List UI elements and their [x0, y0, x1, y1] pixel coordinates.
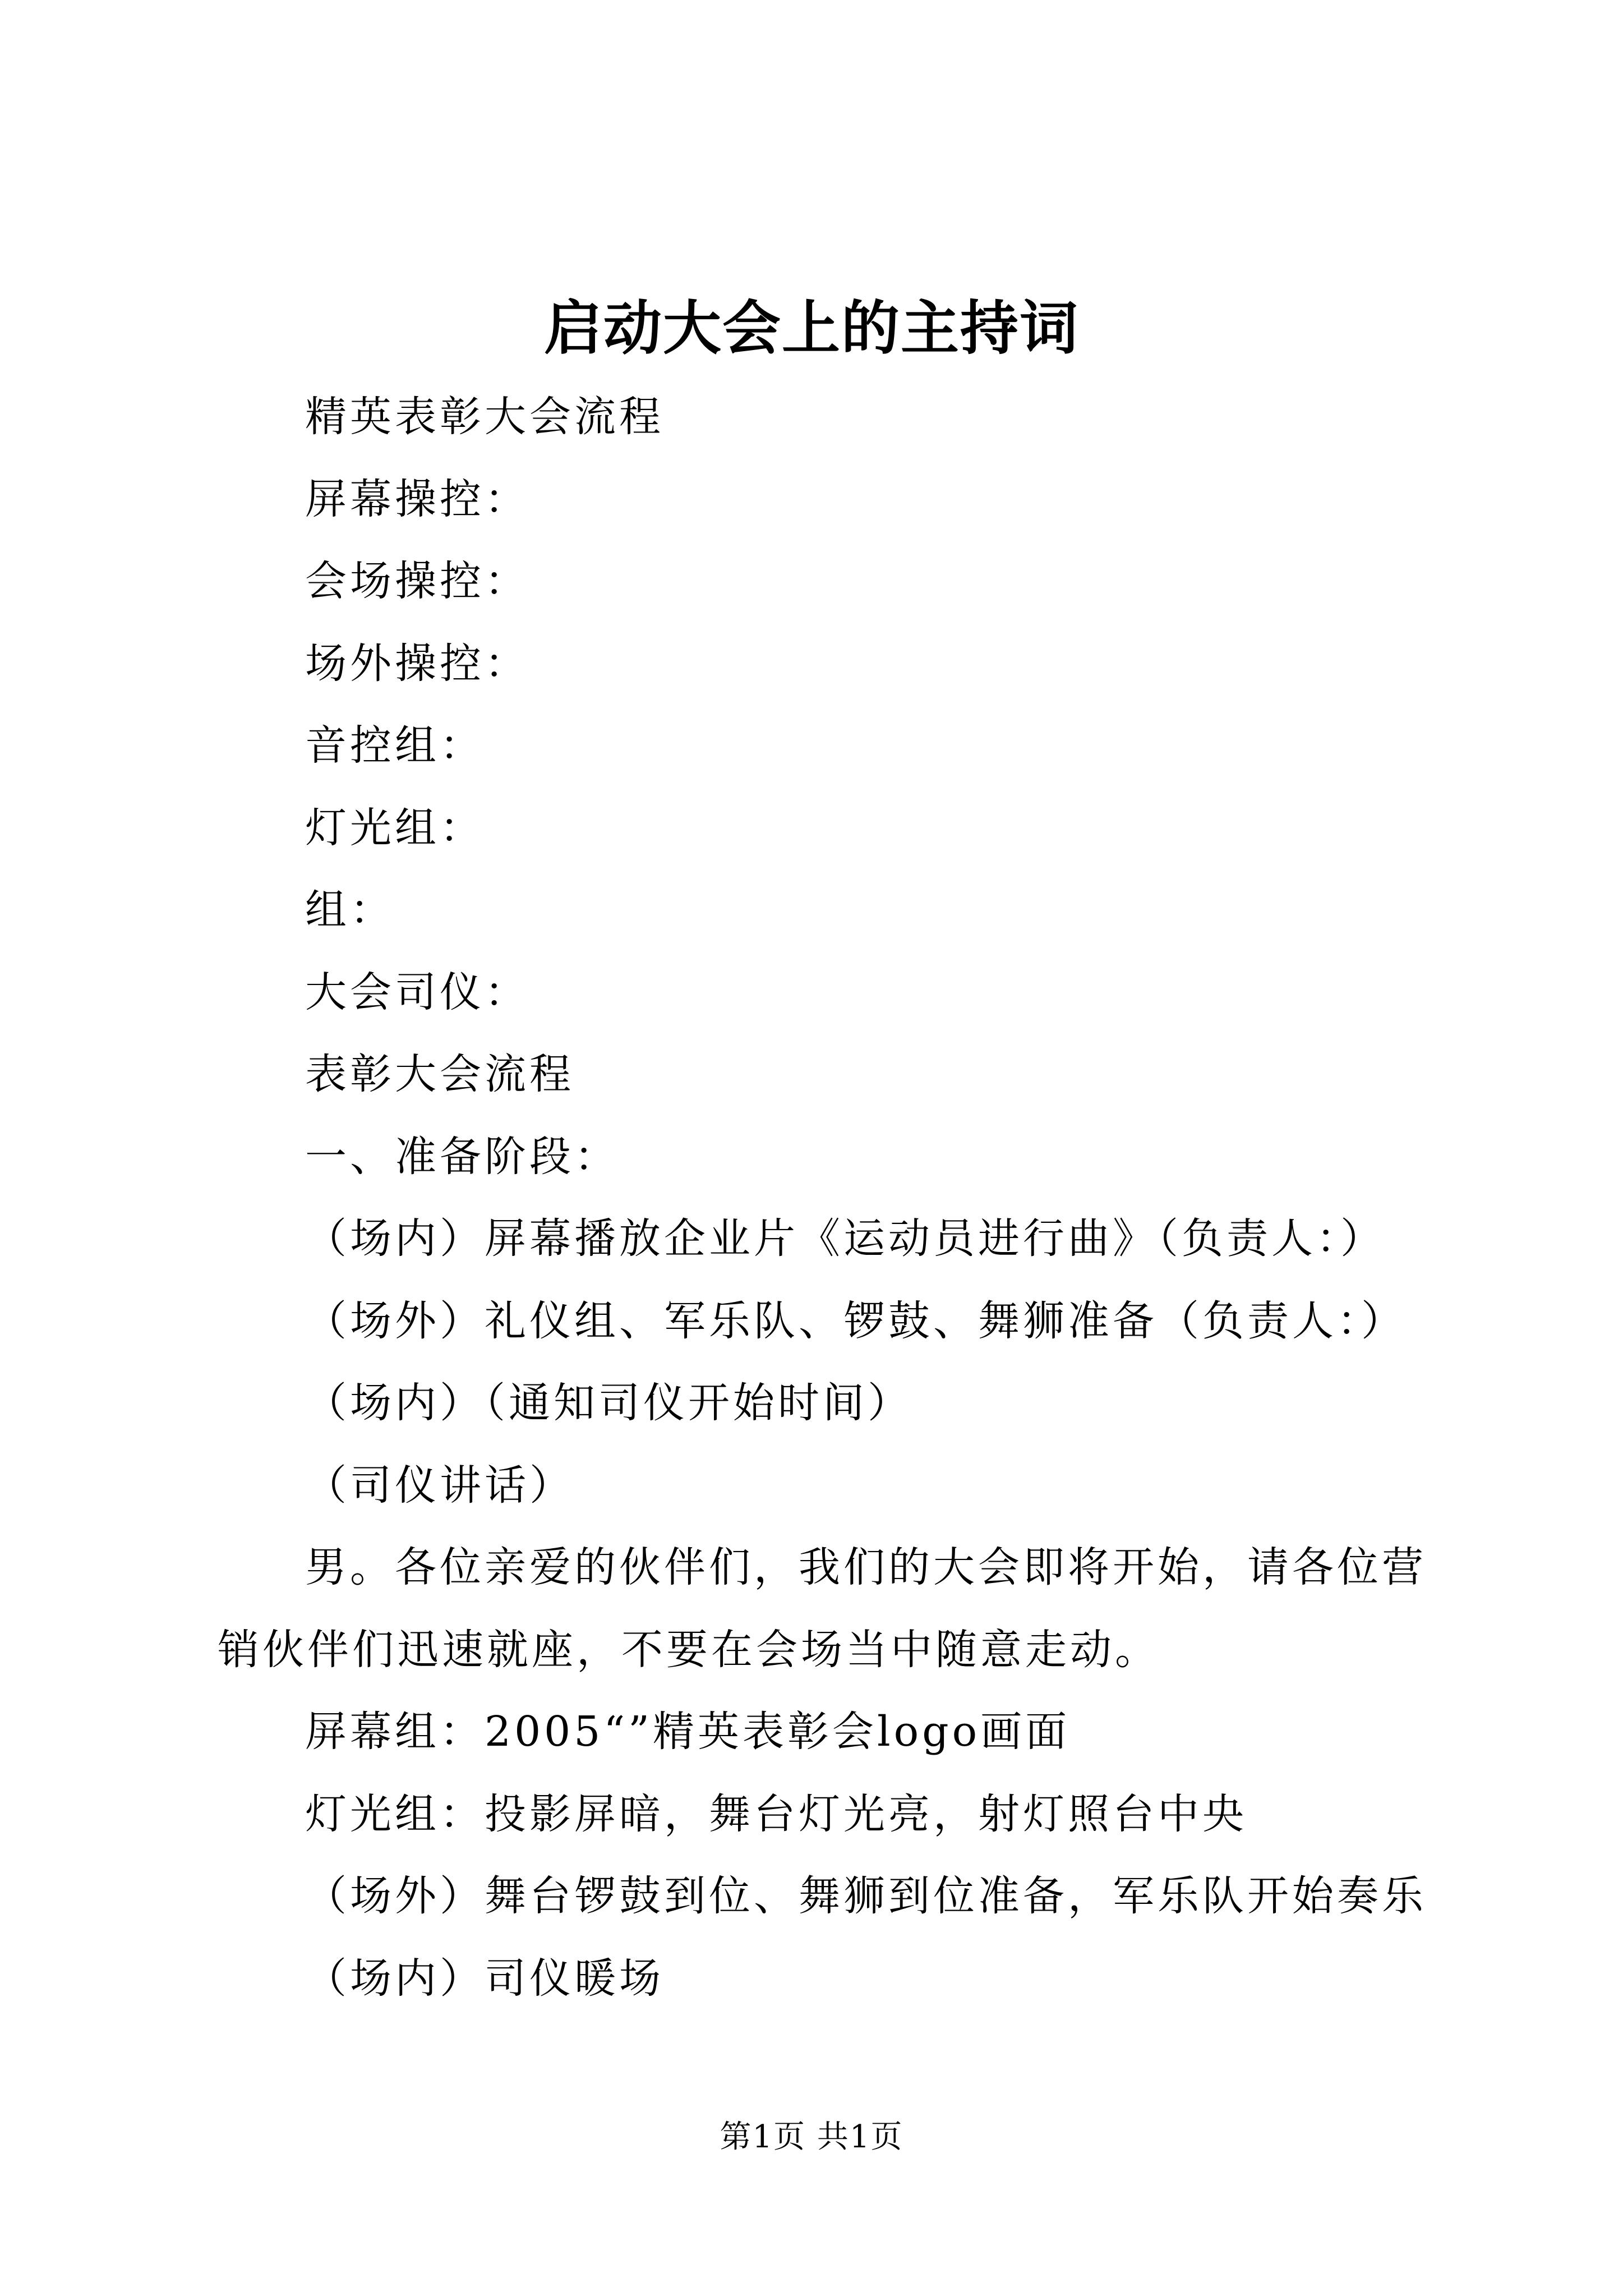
- document-body: [218, 376, 1429, 2019]
- page-footer: 第1页 共1页: [720, 2119, 903, 2155]
- paragraph: 大会司仪：: [305, 968, 529, 1016]
- paragraph: 屏幕操控：: [305, 475, 529, 523]
- paragraph: 灯光组：: [305, 803, 485, 852]
- paragraph: （场内）屏幕播放企业片《运动员进行曲》（负责人：）: [305, 1214, 1385, 1263]
- paragraph: （场外）舞台锣鼓到位、舞狮到位准备，军乐队开始奏乐: [305, 1872, 1427, 1920]
- paragraph: 男。各位亲爱的伙伴们，我们的大会即将开始，请各位营销伙伴们迅速就座，不要在会场当中随意走动。: [218, 1543, 1427, 1674]
- paragraph: 表彰大会流程: [305, 1050, 574, 1098]
- paragraph: （场内）司仪暖场: [305, 1954, 664, 2003]
- paragraph: 一、准备阶段：: [305, 1132, 619, 1181]
- paragraph: （场内）（通知司仪开始时间）: [305, 1379, 912, 1427]
- document-title: 启动大会上的主持词: [543, 293, 1079, 362]
- paragraph: 会场操控：: [305, 557, 529, 605]
- paragraph: 音控组：: [305, 721, 485, 770]
- paragraph: 灯光组：投影屏暗，舞台灯光亮，射灯照台中央: [305, 1789, 1247, 1838]
- paragraph: 精英表彰大会流程: [305, 393, 664, 441]
- paragraph: （司仪讲话）: [305, 1461, 574, 1510]
- paragraph: （场外）礼仪组、军乐队、锣鼓、舞狮准备（负责人：）: [305, 1296, 1406, 1345]
- paragraph: 屏幕组：2005“”精英表彰会logo画面: [305, 1708, 1071, 1756]
- paragraph: 场外操控：: [305, 639, 529, 688]
- paragraph: 组：: [305, 886, 395, 934]
